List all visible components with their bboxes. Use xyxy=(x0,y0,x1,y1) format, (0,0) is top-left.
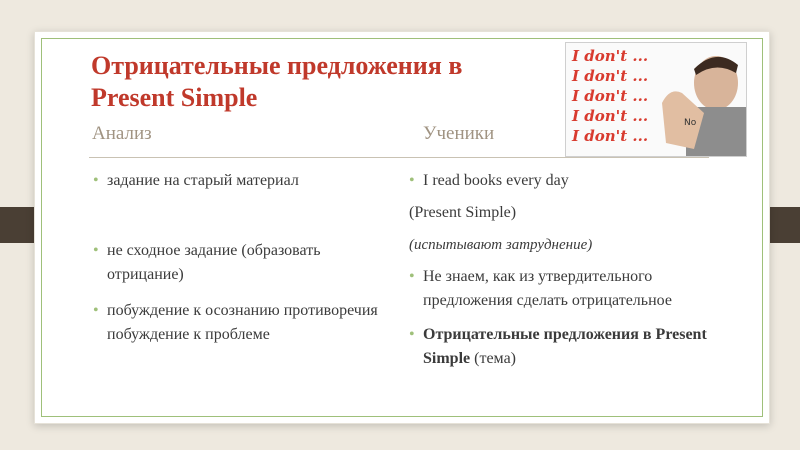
list-item xyxy=(91,299,391,347)
photo-text-line: I don't ... xyxy=(572,107,649,125)
photo-text-line: I don't ... xyxy=(572,127,649,145)
slide-title: Отрицательные предложения в Present Simple xyxy=(91,51,463,112)
list-item-text: побуждение к осознанию противоречия побуждение к проблеме xyxy=(107,302,378,343)
bullet-icon: • xyxy=(409,326,415,343)
list-item-text: Не знаем, как из утвердительного предложения сделать отрицательное xyxy=(423,268,672,309)
list-item xyxy=(91,239,391,287)
topic-text: Отрицательные предложения в Present Simple xyxy=(423,326,707,367)
photo-text-line: I don't ... xyxy=(572,87,649,105)
list-item xyxy=(407,265,727,313)
list-item xyxy=(91,169,391,193)
list-item xyxy=(407,323,727,371)
photo-sign-text: No xyxy=(684,118,697,128)
bullet-icon: • xyxy=(93,172,99,189)
list-item-text: не сходное задание (образовать отрицание) xyxy=(107,242,321,283)
man-gesture-illustration xyxy=(566,43,746,156)
tense-note: (Present Simple) xyxy=(409,204,517,221)
list-item xyxy=(407,169,727,193)
analysis-column xyxy=(91,169,391,347)
bullet-icon: • xyxy=(93,302,99,319)
column-header-students: Ученики xyxy=(423,123,495,144)
photo-text-line: I don't ... xyxy=(572,47,649,65)
photo-text-line: I don't ... xyxy=(572,67,649,85)
slide-card xyxy=(34,31,770,424)
list-item-text: I read books every day xyxy=(423,172,569,189)
negation-photo xyxy=(565,42,747,157)
list-item-text: задание на старый материал xyxy=(107,172,299,189)
students-column xyxy=(407,169,727,371)
bullet-icon: • xyxy=(93,242,99,259)
difficulty-note: (испытывают затруднение) xyxy=(409,237,593,253)
column-header-analysis: Анализ xyxy=(92,123,152,144)
bullet-icon: • xyxy=(409,172,415,189)
topic-suffix: (тема) xyxy=(470,350,516,367)
header-divider xyxy=(89,157,709,158)
bullet-icon: • xyxy=(409,268,415,285)
